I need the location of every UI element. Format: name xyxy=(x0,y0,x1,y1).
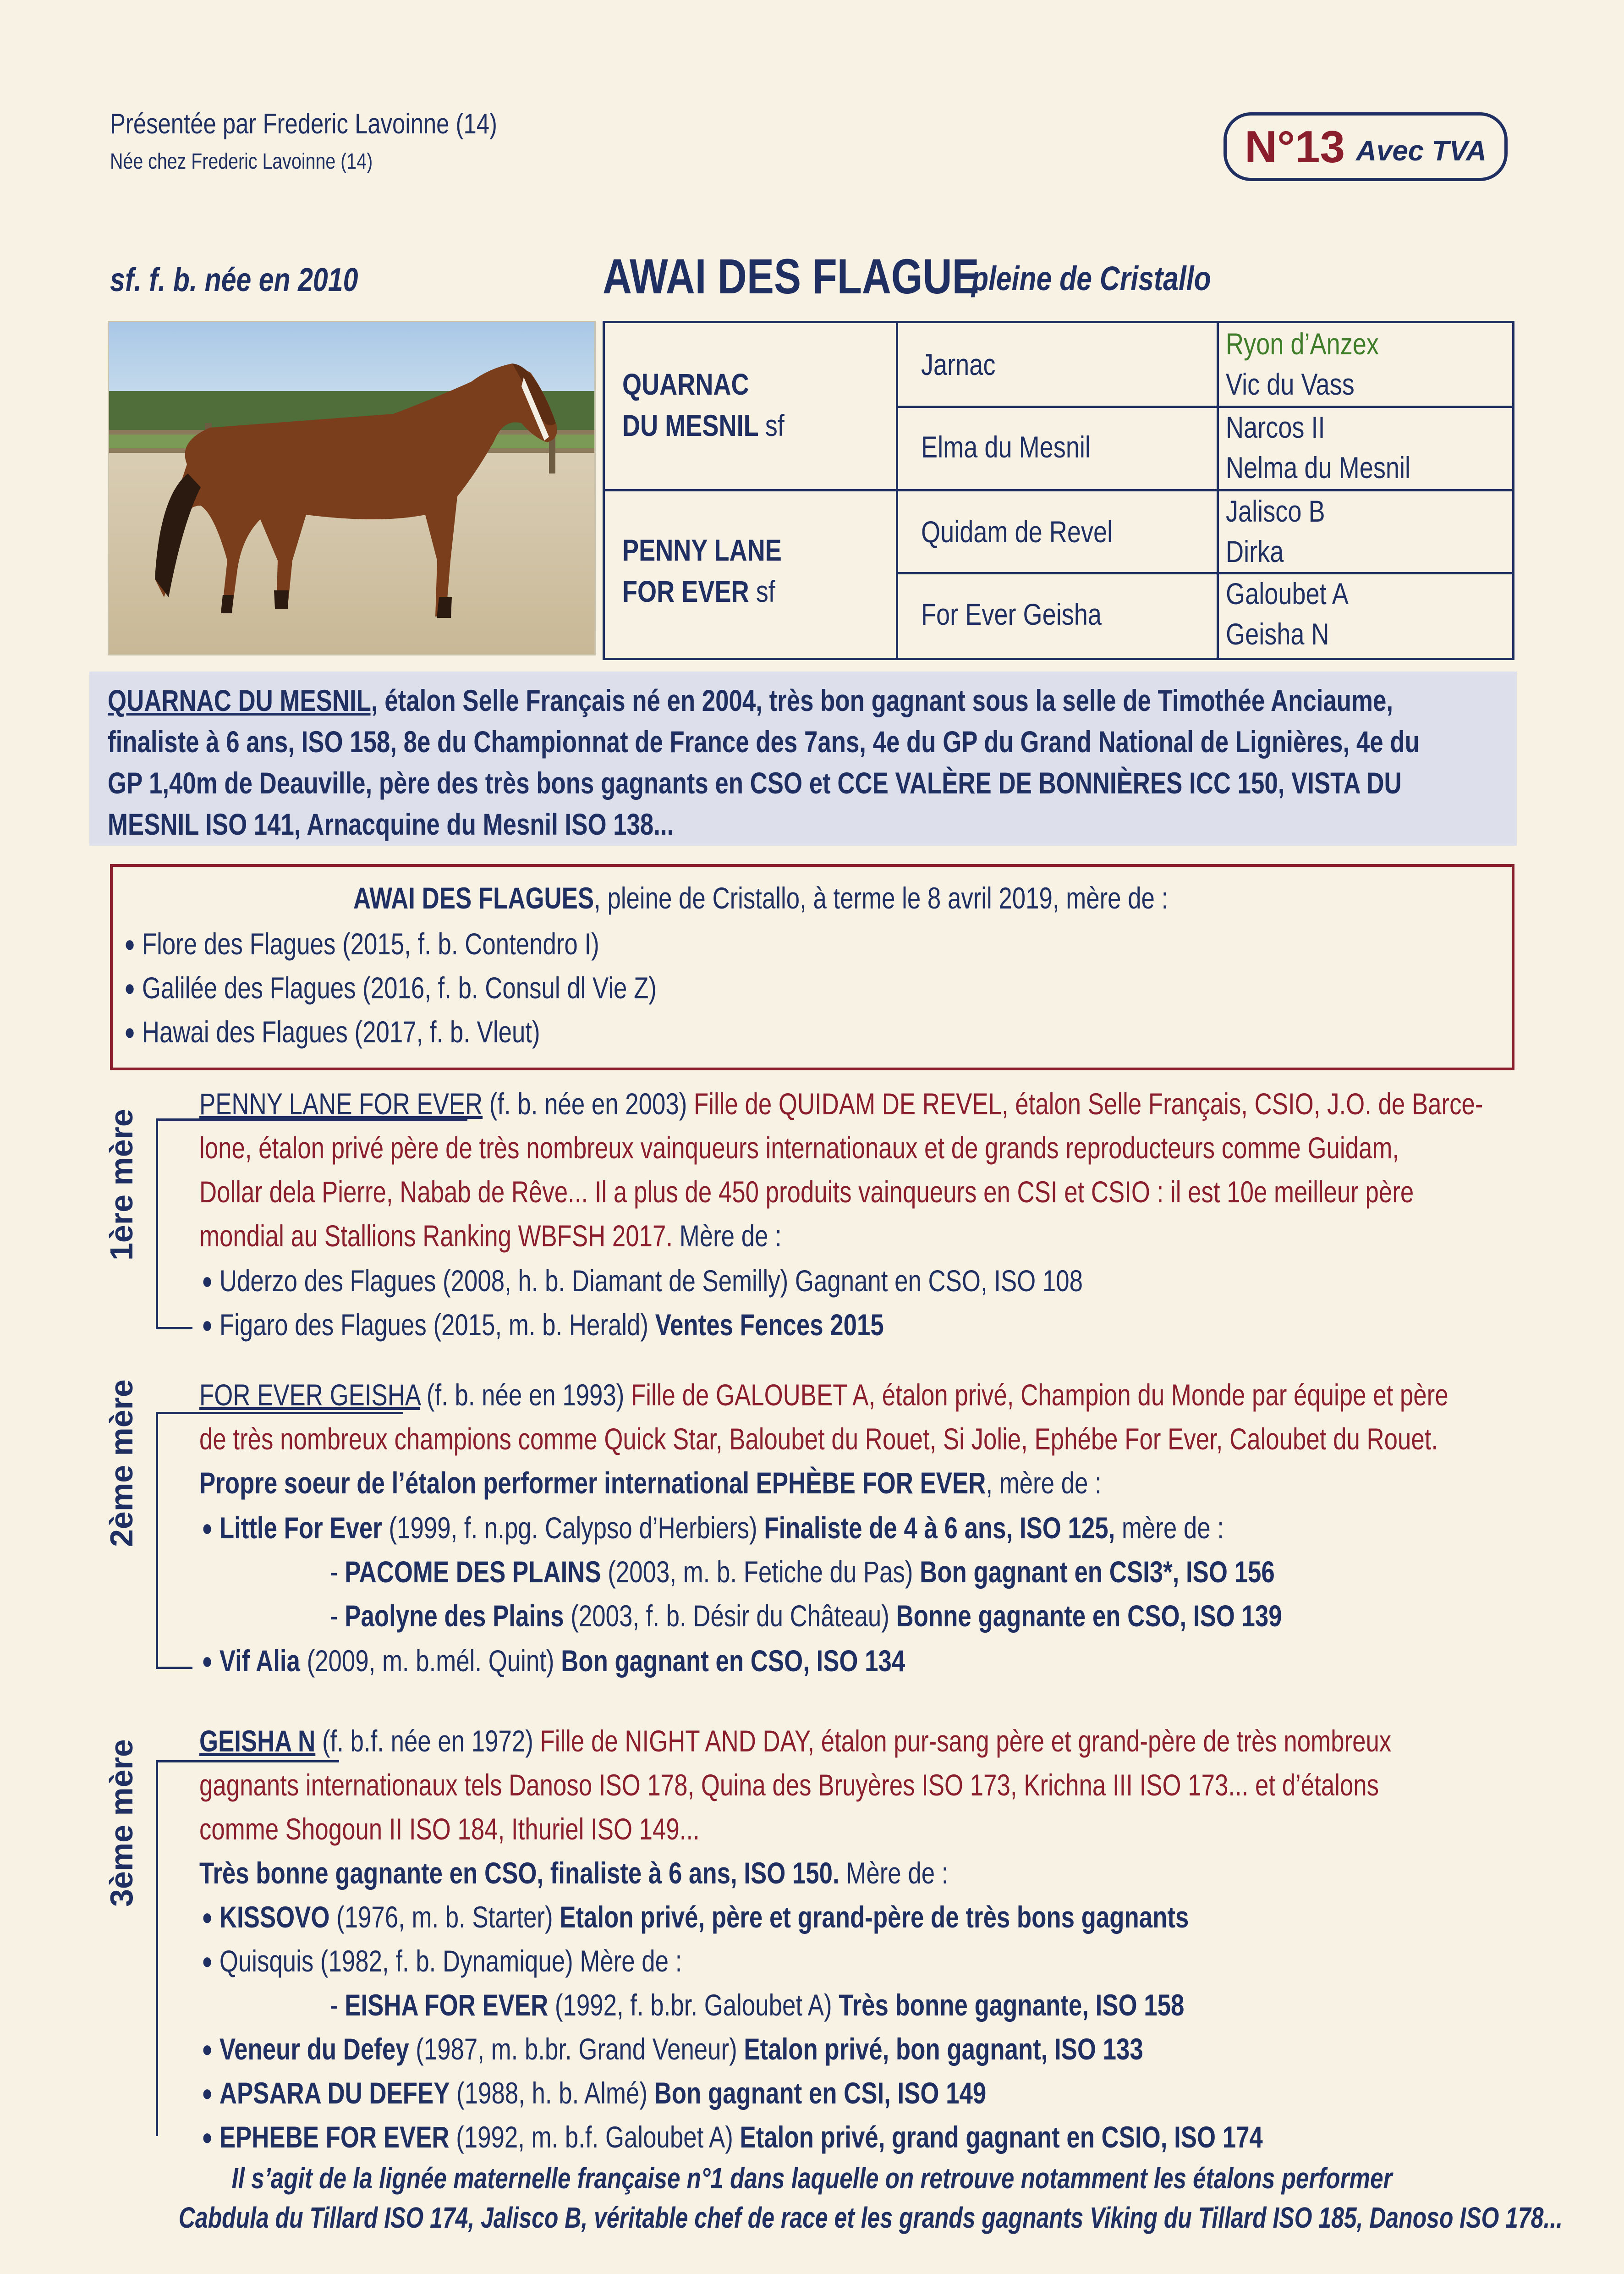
mere1-section: PENNY LANE FOR EVER (f. b. née en 2003) Fille de QUIDAM DE REVEL, étalon Selle Français, CSIO, J.O. de Barce- lone, étalon privé père de très nombreux vainqueurs internationaux et de grands reproducteurs comme Guidam, Dollar dela Pierre, Nabab de Rêve... Il a plus de 450 produits vainqueurs en CSI et CSIO : il est 10e meilleur père mondial au Stallions Ranking WBFSH 2017. Mère de : ● Uderzo des Flagues (2008, h. b. Diamant de Semilly) Gagnant en CSO, ISO 108 ● Figaro des Flagues (2015, m. b. Herald) Ventes Fences 2015 xyxy=(199,1082,1574,1366)
dam-intro: AWAI DES FLAGUES, pleine de Cristallo, à terme le 8 avril 2019, mère de : xyxy=(353,881,1169,915)
dam-produce-box xyxy=(110,864,1514,1070)
grandparent-2: Elma du Mesnil xyxy=(921,430,1091,464)
great-grandparent-7: Galoubet A xyxy=(1226,577,1349,611)
horse-description: sf. f. b. née en 2010 xyxy=(110,262,358,298)
list-item: ● Veneur du Defey (1987, m. b.br. Grand Veneur) Etalon privé, bon gagnant, ISO 133 xyxy=(202,2032,1143,2066)
grandparent-1: Jarnac xyxy=(921,347,996,381)
list-item: ● Hawai des Flagues (2017, f. b. Vleut) xyxy=(124,1015,540,1049)
great-grandparent-4: Nelma du Mesnil xyxy=(1226,451,1411,485)
sub-list-item: - Paolyne des Plains (2003, f. b. Désir du Château) Bonne gagnante en CSO, ISO 139 xyxy=(330,1599,1282,1633)
list-item: ● KISSOVO (1976, m. b. Starter) Etalon privé, père et grand-père de très bons gagnants xyxy=(202,1900,1189,1934)
great-grandparent-5: Jalisco B xyxy=(1226,494,1325,528)
grandparent-4: For Ever Geisha xyxy=(921,597,1102,631)
list-item: ● Quisquis (1982, f. b. Dynamique) Mère de : xyxy=(202,1944,682,1978)
mere3-section: GEISHA N (f. b.f. née en 1972) Fille de NIGHT AND DAY, étalon pur-sang père et grand-père de très nombreux gagnants internationaux tels Danoso ISO 178, Quina des Bruyères ISO 173, Krichna III ISO 173... et d’étalons comme Shogoun II ISO 184, Ithuriel ISO 149... Très bonne gagnante en CSO, finaliste à 6 ans, ISO 150. Mère de : ● KISSOVO (1976, m. b. Starter) Etalon privé, père et grand-père de très bons gagnants ● Quisquis (1982, f. b. Dynamique) Mère de : - EISHA FOR EVER (1992, f. b.br. Galoubet A) Très bonne gagnante, ISO 158 ● Veneur du Defey (1987, m. b.br. Grand Veneur) Etalon privé, bon gagnant, ISO 133 ● APSARA DU DEFEY (1988, h. b. Almé) Bon gagnant en CSI, ISO 149 ● EPHEBE FOR EVER (1992, m. b.f. Galoubet A) Etalon privé, grand gagnant en CSIO, ISO 174 xyxy=(199,1719,1574,2159)
list-item: ● Galilée des Flagues (2016, f. b. Consul dl Vie Z) xyxy=(124,971,657,1005)
great-grandparent-3: Narcos II xyxy=(1226,410,1325,444)
grandparent-3: Quidam de Revel xyxy=(921,515,1113,549)
mere1-label: 1ère mère xyxy=(104,1109,139,1261)
list-item: ● Vif Alia (2009, m. b.mél. Quint) Bon gagnant en CSO, ISO 134 xyxy=(202,1644,905,1678)
list-item: ● Uderzo des Flagues (2008, h. b. Diamant de Semilly) Gagnant en CSO, ISO 108 xyxy=(202,1264,1083,1298)
horse-photo xyxy=(108,321,596,655)
list-item: ● Figaro des Flagues (2015, m. b. Herald) Ventes Fences 2015 xyxy=(202,1308,884,1342)
great-grandparent-6: Dirka xyxy=(1226,534,1284,568)
conclusion: Il s’agit de la lignée maternelle française n°1 dans laquelle on retrouve notamment les étalons performer Cabdula du Tillard ISO 174, Jalisco B, véritable chef de race et les grands gagnants Viking du Tillard ISO 185, Danoso ISO 178... xyxy=(178,2162,1563,2234)
list-item: ● Little For Ever (1999, f. n.pg. Calypso d’Herbiers) Finaliste de 4 à 6 ans, ISO 125, mère de : xyxy=(202,1511,1224,1545)
sire-name: QUARNAC DU MESNIL sf xyxy=(622,367,785,442)
presented-by: Présentée par Frederic Lavoinne (14) xyxy=(110,108,497,140)
lot-number: N°13 xyxy=(1245,121,1345,172)
list-item: ● Flore des Flagues (2015, f. b. Contendro I) xyxy=(124,927,599,961)
horse-note: pleine de Cristallo xyxy=(971,259,1211,297)
born-at: Née chez Frederic Lavoinne (14) xyxy=(110,149,373,174)
list-item: ● APSARA DU DEFEY (1988, h. b. Almé) Bon gagnant en CSI, ISO 149 xyxy=(202,2076,987,2110)
mere2-label: 2ème mère xyxy=(104,1379,139,1547)
horse-photo-image xyxy=(109,322,596,655)
dam-name: PENNY LANE FOR EVER sf xyxy=(622,533,782,608)
horse-name: AWAI DES FLAGUE xyxy=(603,248,979,304)
mere3-label: 3ème mère xyxy=(104,1739,139,1907)
mere2-section: FOR EVER GEISHA (f. b. née en 1993) Fille de GALOUBET A, étalon privé, Champion du Monde par équipe et père de très nombreux champions comme Quick Star, Baloubet du Rouet, Si Jolie, Ephébe For Ever, Caloubet du Rouet. Propre soeur de l’étalon performer international EPHÈBE FOR EVER, mère de : ● Little For Ever (1999, f. n.pg. Calypso d’Herbiers) Finaliste de 4 à 6 ans, ISO 125, mère de : - PACOME DES PLAINS (2003, m. b. Fetiche du Pas) Bon gagnant en CSI3*, ISO 156 - Paolyne des Plains (2003, f. b. Désir du Château) Bonne gagnante en CSO, ISO 139 ● Vif Alia (2009, m. b.mél. Quint) Bon gagnant en CSO, ISO 134 xyxy=(199,1373,1574,1703)
pedigree-table xyxy=(603,321,1514,660)
great-grandparent-2: Vic du Vass xyxy=(1226,367,1355,401)
list-item: ● EPHEBE FOR EVER (1992, m. b.f. Galoubet A) Etalon privé, grand gagnant en CSIO, ISO 174 xyxy=(202,2120,1263,2154)
sub-list-item: - PACOME DES PLAINS (2003, m. b. Fetiche du Pas) Bon gagnant en CSI3*, ISO 156 xyxy=(330,1555,1275,1589)
sub-list-item: - EISHA FOR EVER (1992, f. b.br. Galoubet A) Très bonne gagnante, ISO 158 xyxy=(330,1988,1185,2022)
lot-badge xyxy=(1223,112,1508,181)
great-grandparent-8: Geisha N xyxy=(1226,617,1329,651)
lot-tva: Avec TVA xyxy=(1356,135,1487,167)
great-grandparent-1: Ryon d’Anzex xyxy=(1226,327,1379,361)
sire-description: QUARNAC DU MESNIL, étalon Selle Français né en 2004, très bon gagnant sous la selle de Timothée Anciaume, finaliste à 6 ans, ISO 158, 8e du Championnat de France des 7ans, 4e du GP du Grand National de Lignières, 4e du GP 1,40m de Deauville, père des très bons gagnants en CSO et CCE VALÈRE DE BONNIÈRES ICC 150, VISTA DU MESNIL ISO 141, Arnacquine du Mesnil ISO 138... xyxy=(89,672,1517,846)
